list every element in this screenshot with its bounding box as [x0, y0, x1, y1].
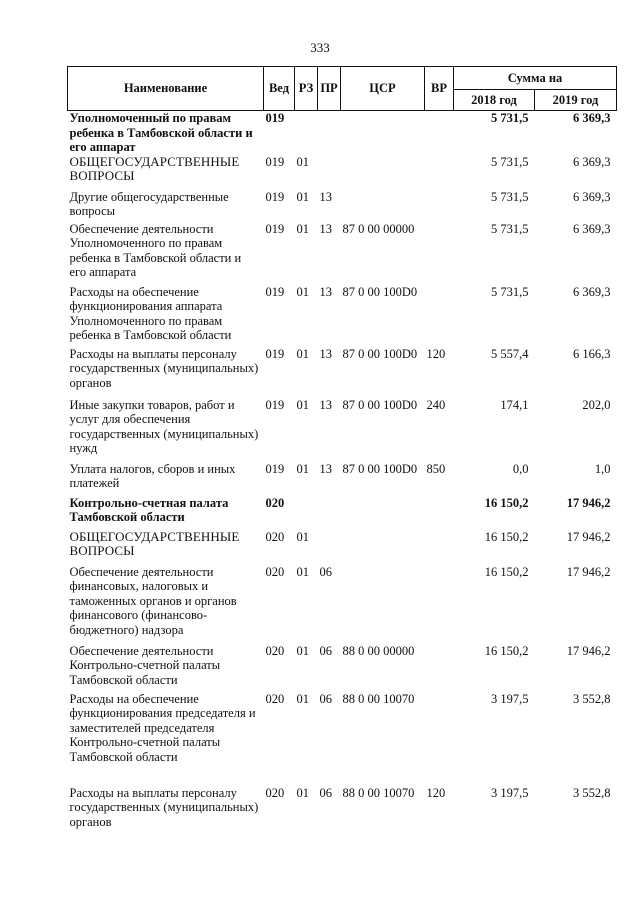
row-rz: 01 — [296, 564, 309, 579]
row-rz — [295, 496, 318, 530]
row-ved: 019 — [265, 346, 285, 361]
table-row — [68, 530, 617, 565]
row-vr: 120 — [426, 785, 446, 800]
row-name: Расходы на выплаты персоналу государственных (муниципальных) органов — [69, 346, 259, 390]
row-ved: 020 — [265, 529, 285, 544]
row-pr: 13 — [319, 346, 332, 361]
row-sum-2018: 3 197,5 — [491, 785, 529, 800]
row-name: Обеспечение деятельности финансовых, налоговых и таможенных органов и органов финансового (финансово-бюджетного) надзора — [69, 564, 237, 637]
row-csr: 88 0 00 10070 — [342, 785, 415, 800]
header-csr: ЦСР — [341, 67, 425, 111]
row-pr: 06 — [319, 643, 332, 658]
row-pr: 06 — [319, 564, 332, 579]
row-rz: 01 — [296, 189, 309, 204]
row-sum-2019: 6 369,3 — [573, 284, 611, 299]
table-row — [68, 285, 617, 347]
row-rz: 01 — [296, 221, 309, 236]
row-pr — [318, 155, 341, 190]
row-rz: 01 — [296, 691, 309, 706]
row-sum-2019: 6 369,3 — [573, 154, 611, 169]
row-csr — [341, 190, 425, 222]
row-sum-2018: 16 150,2 — [484, 643, 529, 658]
row-rz: 01 — [296, 785, 309, 800]
row-vr: 850 — [426, 461, 446, 476]
row-sum-2019: 6 166,3 — [573, 346, 611, 361]
row-ved: 019 — [265, 111, 285, 125]
row-rz: 01 — [296, 461, 309, 476]
table-row — [68, 398, 617, 462]
table-row — [68, 347, 617, 398]
table-row — [68, 565, 617, 644]
row-sum-2018: 0,0 — [512, 461, 529, 476]
row-csr: 87 0 00 00000 — [342, 221, 415, 236]
row-sum-2019: 3 552,8 — [573, 691, 611, 706]
row-vr — [425, 155, 454, 190]
row-pr — [318, 496, 341, 530]
row-sum-2019: 17 946,2 — [566, 529, 611, 544]
table-body — [68, 111, 617, 836]
row-csr: 88 0 00 10070 — [342, 691, 415, 706]
row-ved: 019 — [265, 154, 285, 169]
table-row — [68, 496, 617, 530]
row-rz: 01 — [296, 346, 309, 361]
row-sum-2018: 16 150,2 — [484, 564, 529, 579]
row-sum-2019: 202,0 — [582, 397, 611, 412]
row-pr: 06 — [319, 691, 332, 706]
row-csr: 87 0 00 100D0 — [342, 284, 418, 299]
header-ved: Вед — [264, 67, 295, 111]
header-rz: РЗ — [295, 67, 318, 111]
row-name: Иные закупки товаров, работ и услуг для обеспечения государственных (муниципальных) нужд — [69, 397, 259, 455]
row-vr — [425, 222, 454, 285]
row-pr: 13 — [319, 221, 332, 236]
table-row — [68, 462, 617, 496]
row-sum-2019: 3 552,8 — [573, 785, 611, 800]
row-pr — [318, 111, 341, 155]
row-csr — [341, 496, 425, 530]
row-ved: 020 — [265, 495, 285, 510]
row-sum-2018: 174,1 — [500, 397, 529, 412]
table-row — [68, 190, 617, 222]
row-name: ОБЩЕГОСУДАРСТВЕННЫЕ ВОПРОСЫ — [69, 528, 240, 558]
row-vr — [425, 285, 454, 347]
header-sum: Сумма на — [454, 67, 617, 90]
row-name: Контрольно-счетная палата Тамбовской области — [69, 495, 229, 524]
row-rz: 01 — [296, 154, 309, 169]
row-sum-2018: 3 197,5 — [491, 691, 529, 706]
row-csr — [341, 111, 425, 155]
row-pr: 13 — [319, 189, 332, 204]
row-vr — [425, 496, 454, 530]
header-name: Наименование — [68, 67, 264, 111]
row-sum-2018: 5 731,5 — [491, 284, 529, 299]
budget-table — [67, 66, 617, 836]
row-pr — [318, 530, 341, 565]
row-name: Уплата налогов, сборов и иных платежей — [69, 461, 236, 490]
row-rz: 01 — [296, 529, 309, 544]
table-row — [68, 692, 617, 786]
row-csr: 87 0 00 100D0 — [342, 346, 418, 361]
table-row — [68, 644, 617, 692]
row-sum-2019: 17 946,2 — [566, 495, 611, 510]
row-csr: 87 0 00 100D0 — [342, 397, 418, 412]
row-ved: 020 — [265, 691, 285, 706]
row-sum-2018: 5 731,5 — [491, 221, 529, 236]
table-row — [68, 786, 617, 836]
row-sum-2018: 5 731,5 — [491, 154, 529, 169]
header-pr: ПР — [318, 67, 341, 111]
row-rz: 01 — [296, 397, 309, 412]
row-csr — [341, 155, 425, 190]
row-sum-2018: 5 557,4 — [491, 346, 529, 361]
table-header — [68, 67, 617, 111]
row-sum-2019: 6 369,3 — [573, 221, 611, 236]
row-sum-2018: 5 731,5 — [491, 111, 529, 125]
row-vr: 120 — [426, 346, 446, 361]
row-sum-2019: 1,0 — [594, 461, 611, 476]
row-pr: 13 — [319, 284, 332, 299]
row-name: Другие общегосударственные вопросы — [69, 189, 229, 218]
table-row — [68, 111, 617, 155]
row-sum-2019: 6 369,3 — [573, 189, 611, 204]
row-vr — [425, 565, 454, 644]
row-name: Расходы на обеспечение функционирования председателя и заместителей председателя Контрольно-счетной палаты Тамбовской области — [69, 691, 256, 764]
row-vr — [425, 111, 454, 155]
row-ved: 019 — [265, 221, 285, 236]
row-rz: 01 — [296, 284, 309, 299]
row-vr — [425, 530, 454, 565]
table-row — [68, 155, 617, 190]
row-sum-2018: 16 150,2 — [484, 529, 529, 544]
row-sum-2018: 16 150,2 — [484, 495, 529, 510]
row-sum-2019: 6 369,3 — [573, 111, 611, 125]
row-vr: 240 — [426, 397, 446, 412]
row-vr — [425, 190, 454, 222]
row-ved: 020 — [265, 785, 285, 800]
row-name: Расходы на выплаты персоналу государственных (муниципальных) органов — [69, 785, 259, 829]
row-csr: 87 0 00 100D0 — [342, 461, 418, 476]
row-ved: 020 — [265, 643, 285, 658]
row-csr — [341, 565, 425, 644]
row-vr — [425, 692, 454, 786]
row-csr: 88 0 00 00000 — [342, 643, 415, 658]
row-name: Уполномоченный по правам ребенка в Тамбовской области и его аппарат — [69, 111, 253, 154]
row-ved: 020 — [265, 564, 285, 579]
header-year-2019: 2019 год — [535, 90, 617, 111]
row-vr — [425, 644, 454, 692]
header-year-2018: 2018 год — [454, 90, 535, 111]
row-pr: 13 — [319, 397, 332, 412]
row-pr: 06 — [319, 785, 332, 800]
row-sum-2019: 17 946,2 — [566, 643, 611, 658]
row-rz — [295, 111, 318, 155]
row-rz: 01 — [296, 643, 309, 658]
row-name: Обеспечение деятельности Уполномоченного по правам ребенка в Тамбовской области и его аппарата — [69, 221, 242, 279]
page-number: 333 — [310, 40, 330, 55]
row-name: Обеспечение деятельности Контрольно-счетной палаты Тамбовской области — [69, 643, 221, 687]
row-sum-2018: 5 731,5 — [491, 189, 529, 204]
row-sum-2019: 17 946,2 — [566, 564, 611, 579]
row-name: ОБЩЕГОСУДАРСТВЕННЫЕ ВОПРОСЫ — [69, 153, 240, 183]
table-row — [68, 222, 617, 285]
row-ved: 019 — [265, 284, 285, 299]
row-csr — [341, 530, 425, 565]
row-ved: 019 — [265, 189, 285, 204]
header-vr: ВР — [425, 67, 454, 111]
row-ved: 019 — [265, 397, 285, 412]
row-name: Расходы на обеспечение функционирования аппарата Уполномоченного по правам ребенка в Тамбовской области — [69, 284, 232, 342]
row-pr: 13 — [319, 461, 332, 476]
row-ved: 019 — [265, 461, 285, 476]
